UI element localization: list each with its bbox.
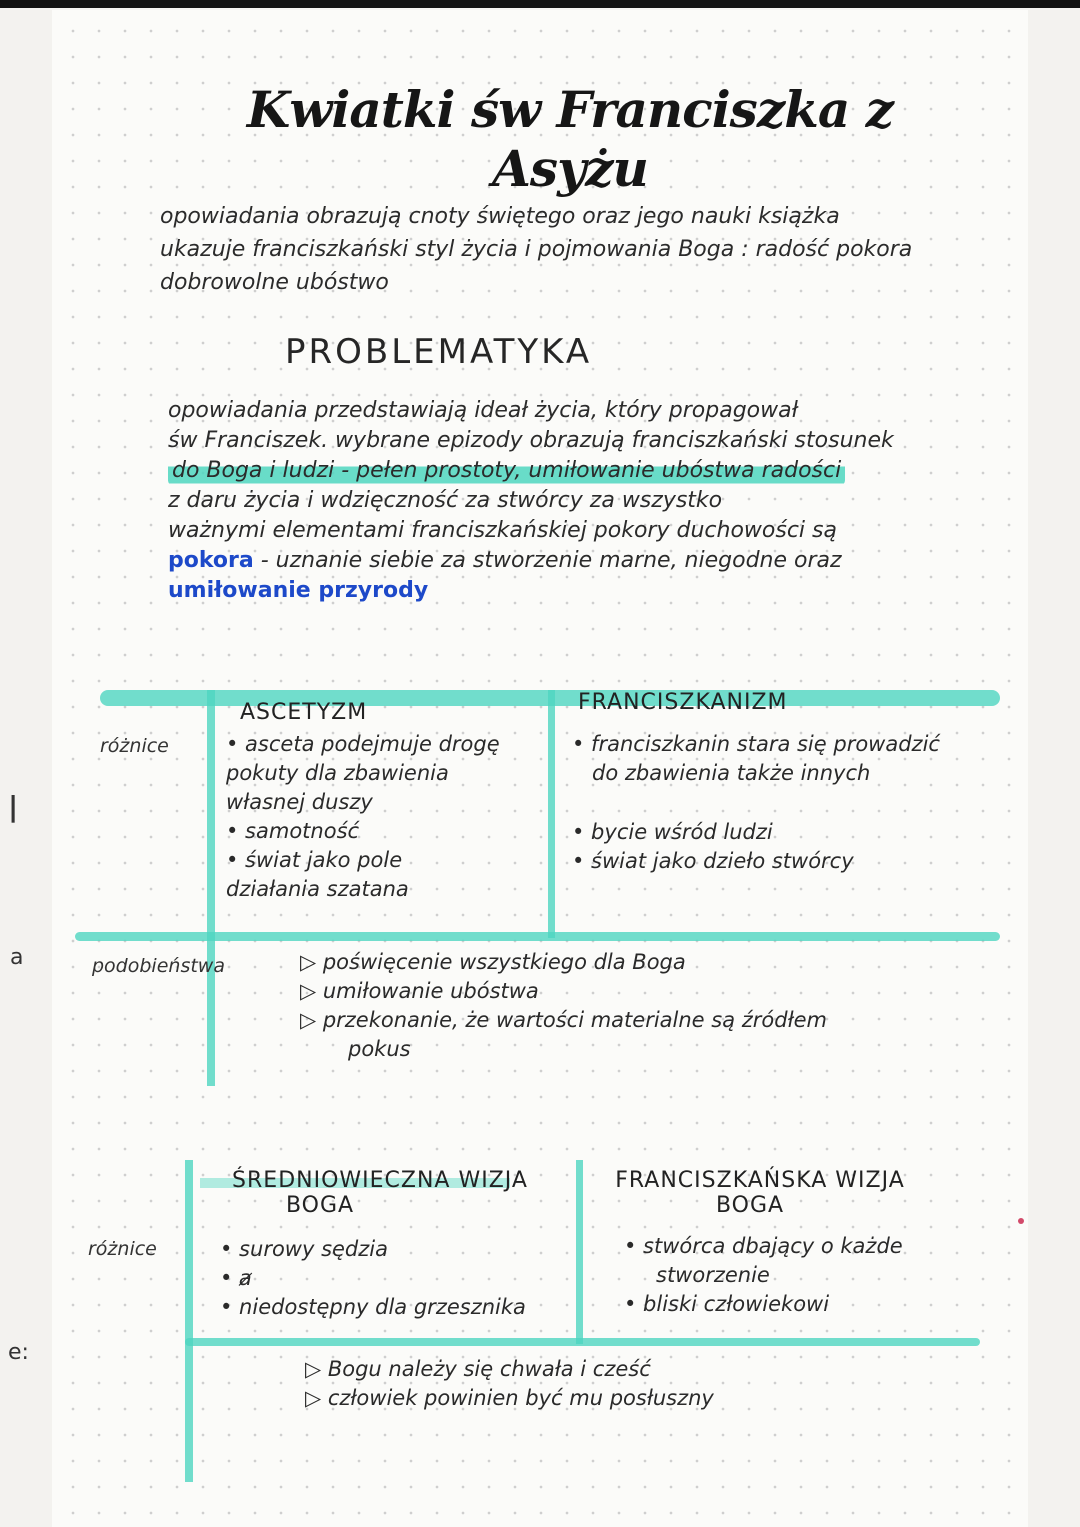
table1-col2-cell [572,730,940,876]
table1-left-divider [207,690,215,1086]
list-item: • bycie wśród ludzi [572,820,773,844]
list-item: • stwórca dbający o każde [624,1234,903,1258]
list-item: własnej duszy [226,790,373,814]
intro-line: opowiadania obrazują cnoty świętego oraz jego nauki książka [160,204,840,229]
para-line: ważnymi elementami franciszkańskiej pokory duchowości są [168,518,837,543]
intro-line: ukazuje franciszkański styl życia i pojmowania Boga : radość pokora [160,237,913,262]
list-item: działania szatana [226,877,409,901]
table2-col2-heading [610,1168,910,1218]
keyword-pokora: pokora [168,548,254,573]
margin-mark-1: | [8,790,19,823]
table1-col1-heading: ASCETYZM [240,700,368,725]
table2-similarities [305,1355,714,1413]
table1-row-label-similarities: podobieństwa [92,955,225,977]
table2-mid-divider [576,1160,583,1344]
keyword-przyroda: umiłowanie przyrody [168,578,429,603]
list-item: • niedostępny dla grzesznika [220,1295,526,1319]
list-item: • asceta podejmuje drogę [226,732,500,756]
para-line: św Franciszek. wybrane epizody obrazują franciszkański stosunek [168,428,894,453]
list-item: ▷ przekonanie, że wartości materialne są źródłem [300,1008,827,1032]
top-edge-bar [0,0,1080,8]
section-heading: PROBLEMATYKA [285,332,593,372]
list-item: ▷ Bogu należy się chwała i cześć [305,1357,651,1381]
table1-col2-heading: FRANCISZKANIZM [578,690,788,715]
heading-line: BOGA [285,1193,355,1218]
table2-col1-heading [210,1168,550,1218]
margin-mark-3: e: [8,1340,29,1365]
table2-row-divider [185,1338,980,1346]
heading-line: FRANCISZKAŃSKA WIZJA [615,1168,905,1193]
table1-col1-cell [226,730,500,904]
table2-col1-cell [220,1235,526,1322]
table1-row-label-differences: różnice [100,735,169,757]
list-item: • świat jako pole [226,848,403,872]
para-line: opowiadania przedstawiają ideał życia, który propagował [168,398,798,423]
table2-col2-cell [624,1232,903,1319]
para-line: z daru życia i wdzięczność za stwórcy za wszystko [168,488,723,513]
intro-line: dobrowolne ubóstwo [160,270,389,295]
para-line: - uznanie siebie za stworzenie marne, niegodne oraz [253,548,842,573]
list-item: pokuty dla zbawienia [226,761,449,785]
list-item: • franciszkanin stara się prowadzić [572,732,940,756]
list-item: stworzenie [656,1263,770,1287]
list-item: ▷ poświęcenie wszystkiego dla Boga [300,950,686,974]
table2-row-label-differences: różnice [88,1238,157,1260]
table1-similarities [300,948,827,1064]
table2-left-divider [185,1160,193,1482]
list-item: • surowy sędzia [220,1237,388,1261]
table1-row-divider [75,932,1000,941]
heading-line: BOGA [715,1193,785,1218]
highlighted-line: do Boga i ludzi - pełen prostoty, umiłowanie ubóstwa radości [168,456,845,486]
list-item: • ⱥ [220,1266,252,1290]
table1-mid-divider [548,690,555,938]
margin-mark-2: a [10,945,24,970]
intro-paragraph [160,200,912,299]
list-item: ▷ człowiek powinien być mu posłuszny [305,1386,714,1410]
list-item: do zbawienia także innych [592,761,871,785]
list-item: • świat jako dzieło stwórcy [572,849,854,873]
list-item: • bliski człowiekowi [624,1292,830,1316]
list-item: ▷ umiłowanie ubóstwa [300,979,539,1003]
heading-line: ŚREDNIOWIECZNA WIZJA [232,1168,528,1193]
list-item: pokus [348,1037,411,1061]
list-item: • samotność [226,819,360,843]
problematic-paragraph [168,396,894,606]
page-title: Kwiatki św Franciszka z Asyżu [246,80,894,198]
pink-dot [1018,1218,1024,1224]
